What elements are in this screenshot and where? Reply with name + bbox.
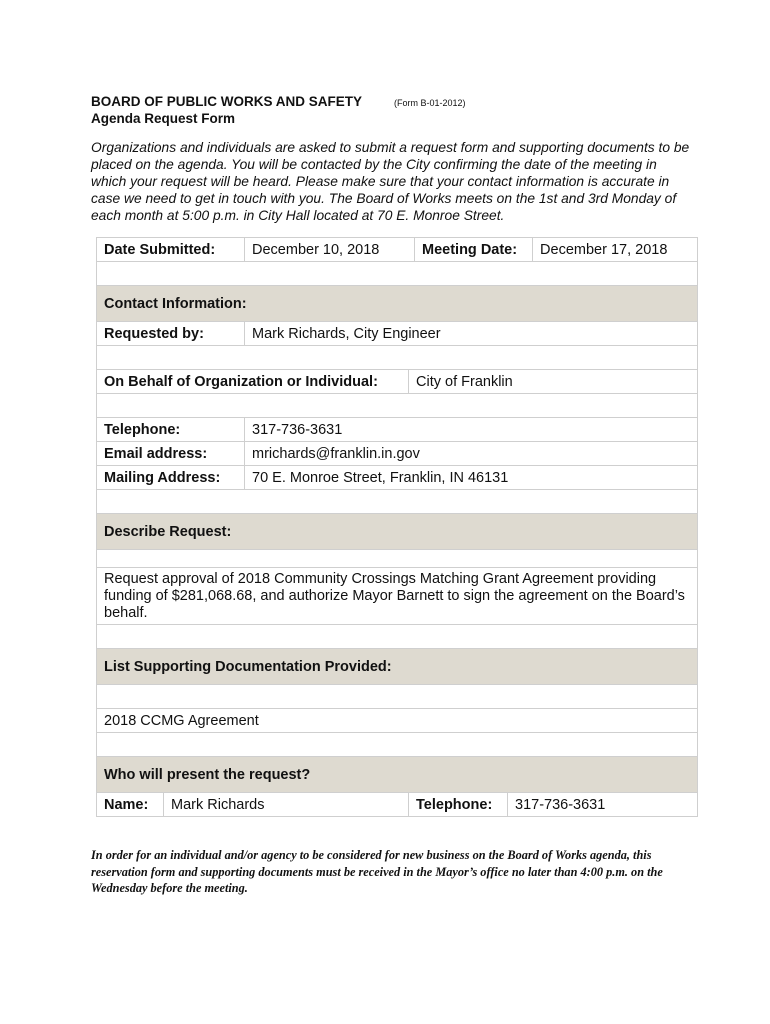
spacer-row <box>97 685 698 709</box>
contact-section-header <box>97 286 698 322</box>
header-title-line <box>91 94 691 109</box>
mailing-label: Mailing Address: <box>97 466 245 490</box>
email-row <box>97 442 698 466</box>
mailing-row <box>97 466 698 490</box>
documentation-section-header <box>97 649 698 685</box>
documentation-text-row <box>97 709 698 733</box>
form-subtitle: Agenda Request Form <box>91 111 236 126</box>
date-submitted-value: December 10, 2018 <box>245 238 415 262</box>
spacer-row <box>97 625 698 649</box>
dates-row <box>97 238 698 262</box>
footer-note: In order for an individual and/or agency to be considered for new business on the Board of Works agenda, this reservation form and supporting documents must be received in the Mayor’s office no later than 4:00 p.m. on the Wednesday before the meeting. <box>91 848 663 895</box>
presenter-telephone-label: Telephone: <box>409 793 508 817</box>
requested-by-label: Requested by: <box>97 322 245 346</box>
email-value: mrichards@franklin.in.gov <box>245 442 698 466</box>
telephone-row <box>97 418 698 442</box>
email-label: Email address: <box>97 442 245 466</box>
request-section-header <box>97 514 698 550</box>
behalf-value: City of Franklin <box>409 370 698 394</box>
spacer-row <box>97 733 698 757</box>
form-code: (Form B-01-2012) <box>394 98 466 108</box>
intro-paragraph: Organizations and individuals are asked to submit a request form and supporting documents to be placed on the agenda. You will be contacted by the City confirming the date of the meeting in which your request will be heard. Please make sure that your contact information is accurate in case we need to get in touch with you. The Board of Works meets on the 1st and 3rd Monday of each month at 5:00 p.m. in City Hall located at 70 E. Monroe Street. <box>91 140 690 223</box>
request-text-row <box>97 568 698 625</box>
presenter-heading: Who will present the request? <box>97 757 698 793</box>
documentation-heading: List Supporting Documentation Provided: <box>97 649 698 685</box>
presenter-row <box>97 793 698 817</box>
meeting-date-value: December 17, 2018 <box>533 238 698 262</box>
telephone-label: Telephone: <box>97 418 245 442</box>
telephone-value: 317-736-3631 <box>245 418 698 442</box>
requested-by-value: Mark Richards, City Engineer <box>245 322 698 346</box>
form-header <box>91 94 691 126</box>
date-submitted-label: Date Submitted: <box>97 238 245 262</box>
meeting-date-label: Meeting Date: <box>415 238 533 262</box>
spacer-row <box>97 490 698 514</box>
mailing-value: 70 E. Monroe Street, Franklin, IN 46131 <box>245 466 698 490</box>
presenter-telephone-value: 317-736-3631 <box>508 793 698 817</box>
spacer-row <box>97 346 698 370</box>
request-text: Request approval of 2018 Community Crossings Matching Grant Agreement providing funding of $281,068.68, and authorize Mayor Barnett to sign the agreement on the Board’s behalf. <box>97 568 698 625</box>
board-title: BOARD OF PUBLIC WORKS AND SAFETY <box>91 94 362 109</box>
spacer-row <box>97 550 698 568</box>
documentation-text: 2018 CCMG Agreement <box>97 709 698 733</box>
spacer-row <box>97 262 698 286</box>
contact-heading: Contact Information: <box>97 286 698 322</box>
behalf-label: On Behalf of Organization or Individual: <box>97 370 409 394</box>
behalf-row <box>97 370 698 394</box>
presenter-name-label: Name: <box>97 793 164 817</box>
presenter-name-value: Mark Richards <box>164 793 409 817</box>
requested-by-row <box>97 322 698 346</box>
agenda-request-table <box>96 237 698 817</box>
spacer-row <box>97 394 698 418</box>
request-heading: Describe Request: <box>97 514 698 550</box>
presenter-section-header <box>97 757 698 793</box>
